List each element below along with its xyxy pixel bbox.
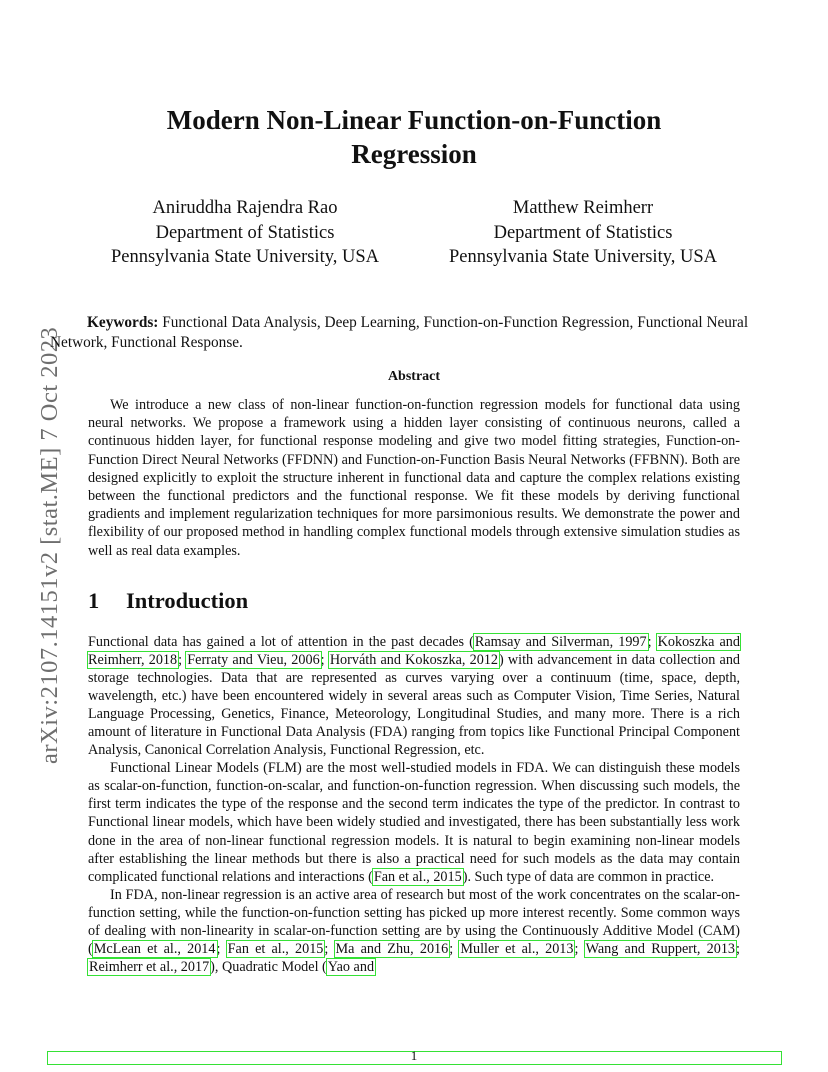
paragraph-2 <box>88 759 740 885</box>
citation-separator: ; <box>324 940 335 957</box>
citation-link[interactable]: Kokoszka and Reimherr, 2018 <box>88 634 740 669</box>
citation-link[interactable]: Ferraty and Vieu, 2006 <box>187 652 320 669</box>
paragraph-text: ). Such type of data are common in practice. <box>462 868 715 885</box>
author-block-2 <box>428 196 738 270</box>
author-department: Department of Statistics <box>155 222 335 243</box>
citation-link[interactable]: Fan et al., 2015 <box>373 868 462 885</box>
author-name: Matthew Reimherr <box>512 198 654 218</box>
section-number: 1 <box>88 588 100 613</box>
citation-separator: ; <box>647 634 657 650</box>
author-block-1 <box>90 196 400 270</box>
keywords <box>50 313 785 353</box>
paper-title <box>90 103 738 171</box>
paragraph-text: Functional data has gained a lot of attention in the past decades ( <box>88 634 474 650</box>
abstract <box>88 396 740 560</box>
author-name: Aniruddha Rajendra Rao <box>152 198 338 218</box>
citation-separator: ; <box>449 940 460 957</box>
keywords-text: Functional Data Analysis, Deep Learning, Function-on-Function Regression, Functional Neural Network, Functional Response. <box>50 314 749 351</box>
abstract-heading: Abstract <box>387 369 441 384</box>
citation-link[interactable]: Fan et al., 2015 <box>227 940 324 957</box>
citation-link[interactable]: Ma and Zhu, 2016 <box>335 940 449 957</box>
paragraph-text: ), Quadratic Model ( <box>210 958 327 975</box>
abstract-text: We introduce a new class of non-linear function-on-function regression models for functional data using neural networks. We propose a framework using a hidden layer consisting of continuous neurons, called a continuous hidden layer, for functional response modeling and give two model fitting strategies, Function-on-Function Direct Neural Networks (FFDNN) and Function-on-Function Basis Neural Networks (FFBNN). Both are designed explicitly to exploit the structure inherent in functional data and capture the complex relations existing between the functional predictors and the functional response. We fit these models by deriving functional gradients and implement regularization techniques for more parsimonious results. We demonstrate the power and flexibility of our proposed method in handling complex functional models through extensive simulation studies as well as real data examples. <box>88 397 740 559</box>
arxiv-stamp: arXiv:2107.14151v2 [stat.ME] 7 Oct 2023 <box>36 326 63 764</box>
title-line-2: Regression <box>351 139 477 169</box>
citation-separator: ; <box>178 652 187 669</box>
paragraph-1 <box>88 633 740 759</box>
citation-link[interactable]: Wang and Ruppert, 2013 <box>585 940 736 957</box>
citation-link[interactable]: Ramsay and Silverman, 1997 <box>474 634 647 650</box>
citation-separator: ; <box>320 652 329 669</box>
citation-link[interactable]: Yao and <box>327 958 375 975</box>
section-title: Introduction <box>126 588 249 613</box>
section-heading <box>88 588 248 614</box>
citation-separator: ; <box>216 940 227 957</box>
paragraph-text: Functional Linear Models (FLM) are the most well-studied models in FDA. We can distinguish these models as scalar-on-function, function-on-scalar, and function-on-function regression. When discussing such models, the first term indicates the type of the response and the second term indicates the type of the predictor. In contrast to Functional linear models, which have been widely studied and investigated, there has been substantially less work done in the area of non-linear functional regression models. It is natural to begin examining non-linear models after establishing the linear methods but there is also a practical need for such models as the data may contain complicated functional relations and interactions ( <box>88 760 740 885</box>
author-affiliation: Pennsylvania State University, USA <box>110 247 380 267</box>
section-body <box>88 633 740 976</box>
author-affiliation: Pennsylvania State University, USA <box>448 247 718 267</box>
paragraph-text: ) with advancement in data collection and storage technologies. Data that are represented as curves varying over a continuum (time, space, depth, wavelength, etc.) have been encountered widely in several areas such as Computer Vision, Time Series, Natural Language Processing, Genetics, Finance, Meteorology, Longitudinal Studies, and many more. There is a rich amount of literature in Functional Data Analysis (FDA) ranging from topics like Functional Principal Component Analysis, Canonical Correlation Analysis, Functional Regression, etc. <box>88 652 741 759</box>
citation-link[interactable]: Horváth and Kokoszka, 2012 <box>329 652 499 669</box>
citation-link[interactable]: McLean et al., 2014 <box>93 940 216 957</box>
citation-link[interactable]: Muller et al., 2013 <box>460 940 574 957</box>
citation-link[interactable]: Reimherr et al., 2017 <box>89 958 210 975</box>
paragraph-text: In FDA, non-linear regression is an active area of research but most of the work concentrates on the scalar-on-function setting, while the function-on-function setting has picked up more interest recently. Some common ways of dealing with non-linearity in scalar-on-function setting are by using the Continuously Additive Model (CAM) ( <box>88 886 740 957</box>
paragraph-3 <box>88 886 740 976</box>
keywords-label: Keywords: <box>87 314 159 331</box>
title-line-1: Modern Non-Linear Function-on-Function <box>166 105 662 135</box>
author-department: Department of Statistics <box>493 222 673 243</box>
citation-separator: ; <box>736 940 740 957</box>
citation-separator: ; <box>574 940 585 957</box>
page-number: 1 <box>410 1048 418 1063</box>
